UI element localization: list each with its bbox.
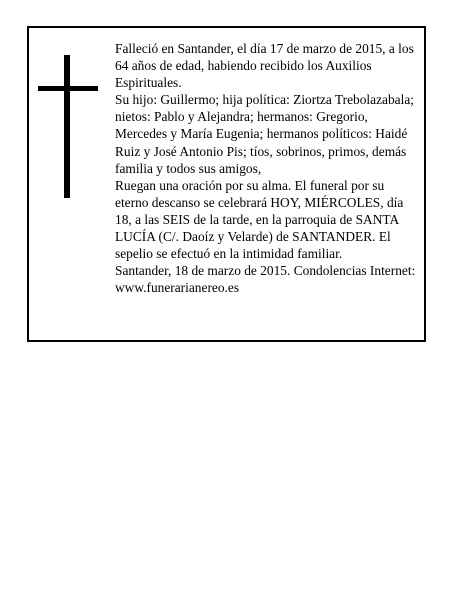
obituary-line: 18, a las SEIS de la tarde, en la parroquia de SANTA — [115, 211, 400, 227]
cross-icon — [38, 55, 98, 198]
obituary-text — [115, 40, 425, 296]
obituary-line: 64 años de edad, habiendo recibido los Auxilios — [115, 58, 372, 74]
obituary-line: Ruegan una oración por su alma. El funeral por su — [115, 177, 385, 193]
obituary-line: Santander, 18 de marzo de 2015. Condolencias Internet: — [115, 263, 416, 279]
obituary-line: familia y todos sus amigos, — [115, 160, 262, 176]
obituary-line: Espirituales. — [115, 75, 182, 91]
cross-horizontal-bar — [38, 86, 98, 91]
obituary-line: Mercedes y María Eugenia; hermanos políticos: Haidé — [115, 126, 408, 142]
cross-vertical-bar — [64, 55, 70, 198]
obituary-notice — [27, 26, 426, 342]
obituary-website: www.funerarianereo.es — [115, 280, 240, 296]
obituary-line: Ruiz y José Antonio Pis; tíos, sobrinos, primos, demás — [115, 143, 407, 159]
obituary-line: Falleció en Santander, el día 17 de marzo de 2015, a los — [115, 41, 414, 56]
obituary-line: nietos: Pablo y Alejandra; hermanos: Gregorio, — [115, 109, 368, 125]
obituary-line: LUCÍA (C/. Daoíz y Velarde) de SANTANDER. El — [115, 229, 391, 245]
obituary-line: Su hijo: Guillermo; hija política: Ziortza Trebolazabala; — [115, 92, 414, 108]
obituary-line: eterno descanso se celebrará HOY, MIÉRCOLES, día — [115, 194, 404, 210]
obituary-line: sepelio se efectuó en la intimidad familiar. — [115, 246, 343, 262]
